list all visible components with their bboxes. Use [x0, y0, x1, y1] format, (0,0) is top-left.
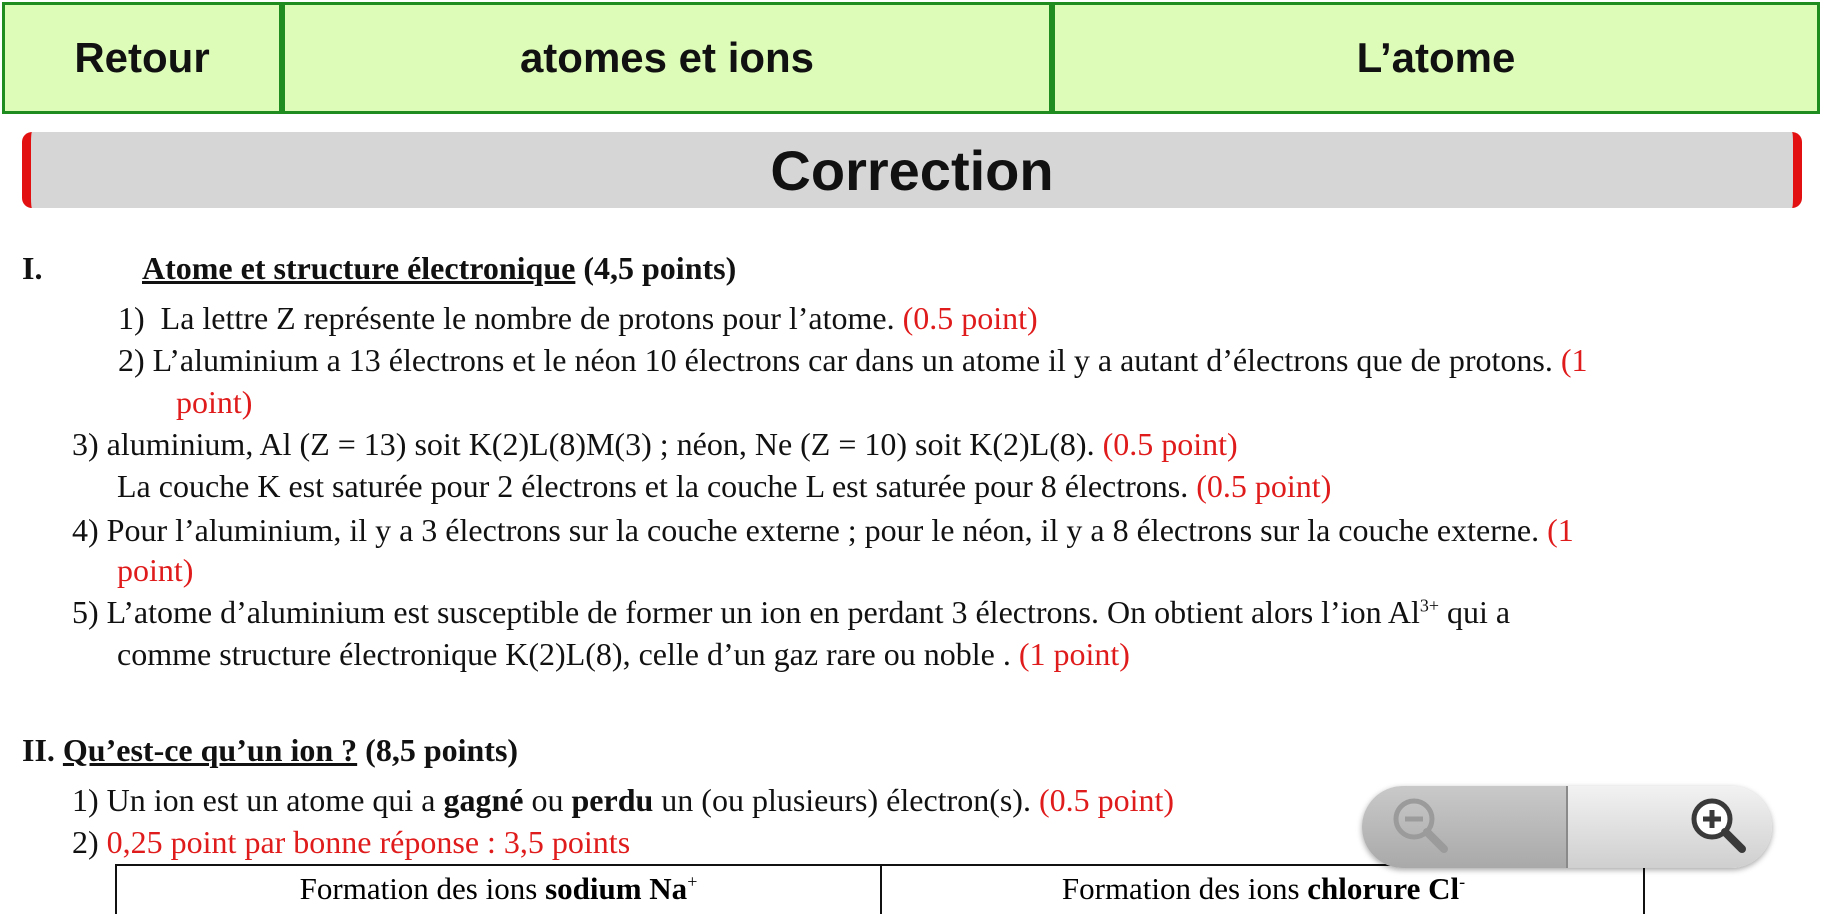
s1-item5-sup: 3+	[1419, 595, 1439, 616]
s1-item4-num: 4)	[72, 512, 99, 548]
s2-item1-a: Un ion est un atome qui a	[106, 782, 444, 818]
th-sodium-b: sodium Na	[545, 871, 688, 906]
zoom-control	[1362, 786, 1772, 868]
section2-number: II.	[22, 732, 55, 768]
s1-item2-score-a: (1	[1560, 342, 1588, 378]
s1-item1-text: La lettre Z représente le nombre de protons pour l’atome.	[160, 300, 895, 336]
th-chlorure-b: chlorure Cl	[1307, 871, 1460, 906]
zoom-in-button[interactable]	[1567, 786, 1772, 868]
th-sodium-sup: +	[687, 871, 698, 892]
s1-item4-score-b: point)	[117, 552, 194, 588]
chapter-button[interactable]: atomes et ions	[282, 2, 1052, 114]
ions-table	[115, 864, 1645, 914]
lesson-button[interactable]: L’atome	[1052, 2, 1820, 114]
section1-number: I.	[22, 250, 43, 286]
section2-heading	[22, 730, 518, 770]
s2-item1-score: (0.5 point)	[1038, 782, 1175, 818]
s1-item1-score: (0.5 point)	[902, 300, 1038, 336]
s2-item1	[72, 780, 1174, 820]
th-sodium-a: Formation des ions	[299, 871, 546, 906]
s2-item2-num: 2)	[72, 824, 99, 860]
section2-points: (8,5 points)	[365, 732, 519, 768]
zoom-in-icon	[1686, 793, 1750, 862]
table-header-chlorure	[882, 866, 1645, 914]
table-header-sodium	[117, 866, 882, 914]
s2-item2	[72, 822, 630, 862]
s2-item1-perdu: perdu	[571, 782, 654, 818]
s1-item2-text: L’aluminium a 13 électrons et le néon 10 électrons car dans un atome il y a autant d’électrons que de protons.	[152, 342, 1553, 378]
section1-points: (4,5 points)	[583, 250, 737, 286]
s1-item2-score-b: point)	[176, 384, 253, 420]
s1-item3-score2: (0.5 point)	[1196, 468, 1332, 504]
s1-item2-num: 2)	[118, 342, 145, 378]
zoom-out-icon	[1388, 793, 1452, 862]
zoom-out-button[interactable]	[1362, 786, 1567, 868]
s2-item1-num: 1)	[72, 782, 99, 818]
s2-item1-b: un (ou plusieurs) électron(s).	[653, 782, 1031, 818]
s2-item1-gagne: gagné	[443, 782, 524, 818]
s1-item3-score: (0.5 point)	[1102, 426, 1238, 462]
s1-item3-text: aluminium, Al (Z = 13) soit K(2)L(8)M(3) ; néon, Ne (Z = 10) soit K(2)L(8).	[106, 426, 1095, 462]
s2-item2-text: 0,25 point par bonne réponse : 3,5 points	[106, 824, 631, 860]
back-button[interactable]: Retour	[2, 2, 282, 114]
s1-item5-line2	[117, 634, 1130, 674]
th-chlorure-a: Formation des ions	[1061, 871, 1308, 906]
s1-item3-num: 3)	[72, 426, 99, 462]
section2-title: Qu’est-ce qu’un ion ?	[62, 732, 358, 768]
s1-item3-text2: La couche K est saturée pour 2 électrons et la couche L est saturée pour 8 électrons.	[117, 468, 1189, 504]
s1-item3	[72, 424, 1238, 464]
s1-item4	[72, 510, 1574, 550]
s1-item5-score2: (1 point)	[1018, 636, 1130, 672]
s1-item2	[118, 340, 1587, 380]
s1-item4-text: Pour l’aluminium, il y a 3 électrons sur la couche externe ; pour le néon, il y a 8 électrons sur la couche externe.	[106, 512, 1540, 548]
s1-item1	[118, 298, 1038, 338]
s1-item5-text-end: qui a	[1438, 594, 1511, 630]
s1-item5-text: L’atome d’aluminium est susceptible de former un ion en perdant 3 électrons. On obtient alors l’ion Al	[106, 594, 1420, 630]
banner-title: Correction	[770, 138, 1054, 202]
s1-item3-line2	[117, 466, 1331, 506]
s2-item1-ou: ou	[523, 782, 572, 818]
s1-item1-num: 1)	[118, 300, 145, 336]
s1-item5	[72, 592, 1510, 632]
s1-item4-score-a: (1	[1547, 512, 1574, 548]
th-chlorure-sup: -	[1459, 871, 1466, 892]
s1-item5-text2: comme structure électronique K(2)L(8), celle d’un gaz rare ou noble .	[117, 636, 1011, 672]
s1-item5-num: 5)	[72, 594, 99, 630]
section1-title: Atome et structure électronique	[142, 250, 576, 286]
section1-heading	[142, 248, 736, 288]
